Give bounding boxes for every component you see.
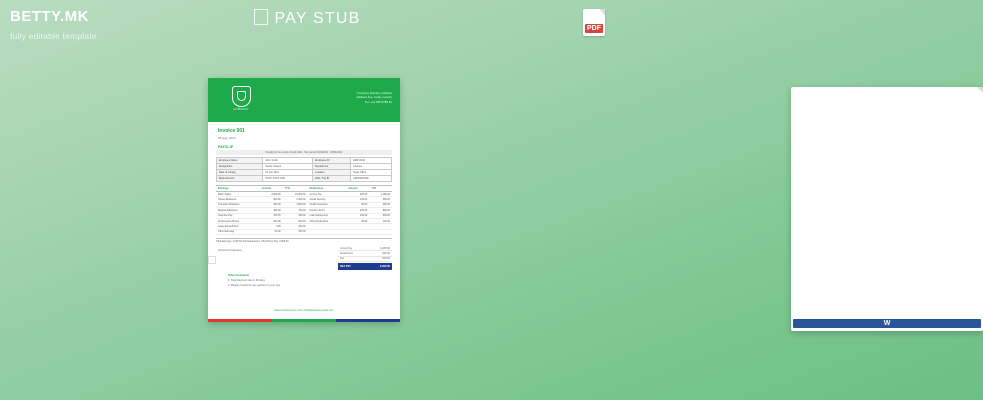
cell — [308, 229, 347, 234]
cell: ABCDE1234F — [351, 176, 392, 182]
paystub-document-preview[interactable] — [208, 78, 400, 322]
cell: Medical Allowance — [216, 208, 260, 213]
totals-panel — [338, 246, 392, 270]
column-header: YTD — [369, 186, 392, 192]
cell: Loan Repayment — [308, 213, 347, 218]
word-label: W — [793, 319, 981, 328]
invoice-date: 05 Aug, 2024 — [218, 136, 236, 140]
cell: Pension Fund — [308, 208, 347, 213]
cell: 430.00 — [283, 213, 308, 218]
download-buttons — [583, 9, 891, 327]
total-label: Gross Pay — [340, 246, 353, 250]
cell: 320.00 — [346, 192, 369, 197]
comments-block — [228, 274, 280, 288]
cell: 800.00 — [369, 208, 392, 213]
net-pay-row — [338, 263, 392, 270]
invoice-block — [208, 122, 400, 145]
total-value: 4,025.50 — [379, 246, 390, 250]
net-pay-label: NET PAY — [340, 265, 351, 269]
cell: 580.00 — [369, 197, 392, 202]
column-header: Earnings — [216, 186, 260, 192]
total-label: Tax — [340, 257, 345, 261]
cell: Bank Account — [217, 176, 263, 182]
page-title — [0, 9, 615, 28]
cell: Overtime Pay — [216, 213, 260, 218]
pay-period-ribbon: Payslip for the month of April 2024 - Pay period 01/04/2024 - 30/04/2024 — [216, 150, 392, 155]
cell: 145.50 — [260, 213, 283, 218]
cell: EMP-0042 — [351, 158, 392, 164]
total-value: 320.00 — [382, 257, 390, 261]
table-row — [216, 229, 392, 234]
cell: 900.00 — [283, 218, 308, 223]
cell: 12 Jan 2021 — [263, 170, 313, 176]
cell — [369, 229, 392, 234]
cell: Other Deductions — [308, 218, 347, 223]
signature-label: Authorised Signatory — [218, 249, 243, 252]
cell: 360.00 — [369, 202, 392, 207]
total-row — [338, 257, 392, 262]
cell: House Allowance — [216, 197, 260, 202]
page-corner-marker — [208, 256, 216, 264]
earnings-deductions-table — [216, 185, 392, 235]
cell: 25.00 — [346, 218, 369, 223]
column-header: YTD — [283, 186, 308, 192]
cell: Income Tax — [308, 192, 347, 197]
total-label: Deductions — [340, 252, 353, 256]
cell: Other Earnings — [216, 229, 260, 234]
section-title: PAYSLIP — [218, 145, 234, 149]
total-value: 930.00 — [382, 252, 390, 256]
column-header: Amount — [260, 186, 283, 192]
document-footer: www.companyname.com | hello@companyname.com — [274, 309, 334, 312]
document-header — [208, 78, 400, 122]
cell: Leave Encashment — [216, 224, 260, 229]
cell: 180.00 — [260, 208, 283, 213]
cell: 1,000.00 — [283, 202, 308, 207]
net-pay-value: 3,095.50 — [379, 265, 390, 269]
cell: Performance Bonus — [216, 218, 260, 223]
cell: Employee ID — [313, 158, 351, 164]
cell: Employee Name — [217, 158, 263, 164]
cell: 10,000.00 — [283, 192, 308, 197]
cell: 1,280.00 — [369, 192, 392, 197]
comment-line: 1. Total Payment due in 30 days — [228, 279, 265, 283]
cell: Basic Salary — [216, 192, 260, 197]
footer-color-bar — [208, 319, 400, 323]
invoice-number: Invoice 001 — [218, 128, 245, 134]
cell: PAN / Tax ID — [313, 176, 351, 182]
site-tagline: fully editable template — [10, 31, 97, 41]
page-title-text: PAY STUB — [274, 10, 361, 27]
table-row — [217, 176, 392, 182]
color-bar-green — [272, 319, 336, 323]
cell: Social Security — [308, 197, 347, 202]
cell: 720.00 — [283, 208, 308, 213]
cell: Date of Joining — [217, 170, 263, 176]
cell: 50.00 — [260, 229, 283, 234]
company-address — [356, 91, 392, 104]
totals-summary-line: Total Earnings: 4,025.50 Total Deductions: 930.00 Net Pay: 3,095.50 — [216, 238, 392, 243]
cell: 200.00 — [346, 208, 369, 213]
cell: 2,500.00 — [260, 192, 283, 197]
cell: 150.00 — [283, 229, 308, 234]
comment-line: 2. Please contact for any queries on your pay — [228, 283, 281, 287]
cell: Head Office — [351, 170, 392, 176]
cell: John Smith — [263, 158, 313, 164]
pdf-label: PDF — [587, 25, 601, 32]
cell: Finance — [351, 164, 392, 170]
cell: 100.00 — [369, 218, 392, 223]
cell: 250.00 — [260, 202, 283, 207]
company-address-line-2: Address line, Code, country — [356, 95, 392, 100]
cell: 600.00 — [260, 197, 283, 202]
site-logo[interactable]: BETTY.MK — [10, 8, 89, 25]
color-bar-red — [208, 319, 272, 323]
cell: 600.00 — [369, 213, 392, 218]
cell: Location — [313, 170, 351, 176]
cell: 300.00 — [260, 218, 283, 223]
cell: 150.00 — [346, 213, 369, 218]
cell — [346, 229, 369, 234]
cell: Transport Allowance — [216, 202, 260, 207]
company-phone: Tel: +12 345 6789 10 — [364, 99, 392, 104]
cell: 90.00 — [346, 202, 369, 207]
pdf-file-icon[interactable] — [583, 9, 605, 36]
company-logo-name: COMPANY — [233, 108, 249, 111]
document-icon — [254, 9, 268, 25]
comments-title: Other Comments — [228, 274, 250, 277]
employee-details-table — [216, 157, 392, 182]
cell: Designation — [217, 164, 263, 170]
shield-icon — [232, 86, 251, 107]
cell: 2,400.00 — [283, 197, 308, 202]
cell: Department — [313, 164, 351, 170]
cell: 250.00 — [283, 224, 308, 229]
column-header: Amount — [346, 186, 369, 192]
company-address-line-1: Company Number, Address — [356, 91, 392, 95]
company-logo — [230, 86, 252, 111]
cell: 145.00 — [346, 197, 369, 202]
word-file-icon[interactable] — [791, 87, 983, 331]
cell: XXXX XXXX 3321 — [263, 176, 313, 182]
color-bar-blue — [336, 319, 400, 323]
cell: 0.00 — [260, 224, 283, 229]
cell: Health Insurance — [308, 202, 347, 207]
cell: Senior Analyst — [263, 164, 313, 170]
column-header: Deductions — [308, 186, 347, 192]
